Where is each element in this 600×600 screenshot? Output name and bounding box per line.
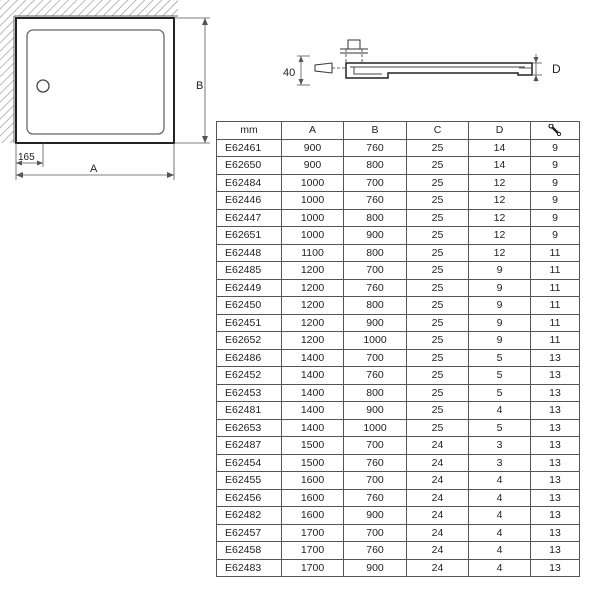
cell-weight: 11 bbox=[531, 262, 580, 280]
table-row bbox=[217, 437, 580, 455]
cell-c: 24 bbox=[407, 454, 469, 472]
cell-a: 900 bbox=[282, 139, 344, 157]
cell-code: E62449 bbox=[217, 279, 282, 297]
table-row bbox=[217, 472, 580, 490]
table-row bbox=[217, 489, 580, 507]
table-row bbox=[217, 244, 580, 262]
cell-a: 1200 bbox=[282, 332, 344, 350]
cell-c: 25 bbox=[407, 402, 469, 420]
cell-c: 24 bbox=[407, 559, 469, 577]
cell-a: 1400 bbox=[282, 367, 344, 385]
cell-code: E62484 bbox=[217, 174, 282, 192]
cell-b: 900 bbox=[344, 402, 407, 420]
cell-weight: 13 bbox=[531, 489, 580, 507]
cell-code: E62446 bbox=[217, 192, 282, 210]
cell-b: 760 bbox=[344, 367, 407, 385]
cell-c: 25 bbox=[407, 262, 469, 280]
cell-code: E62485 bbox=[217, 262, 282, 280]
cell-code: E62653 bbox=[217, 419, 282, 437]
cell-code: E62447 bbox=[217, 209, 282, 227]
table-row bbox=[217, 332, 580, 350]
cell-b: 700 bbox=[344, 472, 407, 490]
cell-a: 1700 bbox=[282, 524, 344, 542]
cell-b: 700 bbox=[344, 524, 407, 542]
cell-a: 1200 bbox=[282, 297, 344, 315]
cell-c: 25 bbox=[407, 349, 469, 367]
cell-d: 9 bbox=[469, 279, 531, 297]
cell-a: 900 bbox=[282, 157, 344, 175]
cell-c: 24 bbox=[407, 542, 469, 560]
table-row bbox=[217, 524, 580, 542]
cell-weight: 13 bbox=[531, 542, 580, 560]
cell-c: 25 bbox=[407, 209, 469, 227]
header-weight bbox=[531, 122, 580, 140]
cell-d: 9 bbox=[469, 332, 531, 350]
cell-code: E62450 bbox=[217, 297, 282, 315]
dimension-d-label: D bbox=[552, 62, 561, 76]
cell-c: 25 bbox=[407, 139, 469, 157]
cell-b: 900 bbox=[344, 227, 407, 245]
cell-d: 12 bbox=[469, 227, 531, 245]
cell-a: 1200 bbox=[282, 262, 344, 280]
cell-a: 1600 bbox=[282, 507, 344, 525]
cell-c: 25 bbox=[407, 174, 469, 192]
wall-top-hatch bbox=[14, 0, 178, 16]
cell-d: 4 bbox=[469, 402, 531, 420]
table-row bbox=[217, 542, 580, 560]
cell-d: 4 bbox=[469, 507, 531, 525]
dimensions-table bbox=[216, 121, 580, 577]
cell-weight: 9 bbox=[531, 157, 580, 175]
header-a: A bbox=[282, 122, 344, 140]
cell-c: 25 bbox=[407, 279, 469, 297]
table-row bbox=[217, 367, 580, 385]
cell-weight: 13 bbox=[531, 472, 580, 490]
table-row bbox=[217, 174, 580, 192]
cell-b: 800 bbox=[344, 157, 407, 175]
cell-b: 760 bbox=[344, 279, 407, 297]
cell-code: E62483 bbox=[217, 559, 282, 577]
cell-code: E62452 bbox=[217, 367, 282, 385]
cell-a: 1500 bbox=[282, 454, 344, 472]
cell-code: E62461 bbox=[217, 139, 282, 157]
wall-left-hatch bbox=[0, 0, 14, 143]
profile-view-diagram bbox=[270, 30, 600, 110]
cell-b: 900 bbox=[344, 507, 407, 525]
table-row bbox=[217, 297, 580, 315]
cell-b: 760 bbox=[344, 192, 407, 210]
cell-b: 900 bbox=[344, 559, 407, 577]
cell-b: 760 bbox=[344, 489, 407, 507]
cell-b: 700 bbox=[344, 349, 407, 367]
cell-a: 1400 bbox=[282, 349, 344, 367]
table-row bbox=[217, 559, 580, 577]
cell-d: 4 bbox=[469, 489, 531, 507]
cell-d: 3 bbox=[469, 454, 531, 472]
cell-weight: 13 bbox=[531, 367, 580, 385]
cell-d: 4 bbox=[469, 524, 531, 542]
header-d: D bbox=[469, 122, 531, 140]
dimension-b-label: B bbox=[196, 80, 204, 92]
cell-d: 12 bbox=[469, 209, 531, 227]
cell-weight: 13 bbox=[531, 507, 580, 525]
cell-d: 4 bbox=[469, 542, 531, 560]
cell-d: 9 bbox=[469, 297, 531, 315]
cell-d: 12 bbox=[469, 244, 531, 262]
cell-c: 25 bbox=[407, 314, 469, 332]
cell-c: 24 bbox=[407, 524, 469, 542]
cell-a: 1400 bbox=[282, 402, 344, 420]
cell-code: E62456 bbox=[217, 489, 282, 507]
cell-weight: 9 bbox=[531, 174, 580, 192]
cell-weight: 13 bbox=[531, 402, 580, 420]
cell-d: 4 bbox=[469, 472, 531, 490]
cell-d: 14 bbox=[469, 139, 531, 157]
cell-code: E62448 bbox=[217, 244, 282, 262]
cell-weight: 9 bbox=[531, 139, 580, 157]
cell-code: E62457 bbox=[217, 524, 282, 542]
cell-a: 1500 bbox=[282, 437, 344, 455]
cell-c: 25 bbox=[407, 297, 469, 315]
cell-d: 12 bbox=[469, 174, 531, 192]
cell-d: 9 bbox=[469, 314, 531, 332]
cell-b: 900 bbox=[344, 314, 407, 332]
cell-code: E62453 bbox=[217, 384, 282, 402]
cell-b: 1000 bbox=[344, 332, 407, 350]
cell-c: 25 bbox=[407, 384, 469, 402]
cell-weight: 13 bbox=[531, 454, 580, 472]
cell-d: 3 bbox=[469, 437, 531, 455]
table-row bbox=[217, 454, 580, 472]
cell-a: 1600 bbox=[282, 489, 344, 507]
cell-b: 760 bbox=[344, 542, 407, 560]
table-header-row bbox=[217, 122, 580, 140]
cell-b: 800 bbox=[344, 244, 407, 262]
table-row bbox=[217, 157, 580, 175]
cell-c: 24 bbox=[407, 489, 469, 507]
table-row bbox=[217, 419, 580, 437]
cell-a: 1200 bbox=[282, 314, 344, 332]
outlet-offset-label: 165 bbox=[18, 152, 35, 163]
cell-b: 700 bbox=[344, 174, 407, 192]
cell-a: 1000 bbox=[282, 192, 344, 210]
cell-b: 700 bbox=[344, 437, 407, 455]
cell-c: 25 bbox=[407, 419, 469, 437]
cell-d: 12 bbox=[469, 192, 531, 210]
cell-a: 1700 bbox=[282, 559, 344, 577]
table-row bbox=[217, 402, 580, 420]
cell-weight: 13 bbox=[531, 437, 580, 455]
cell-c: 25 bbox=[407, 244, 469, 262]
cell-a: 1400 bbox=[282, 419, 344, 437]
cell-b: 700 bbox=[344, 262, 407, 280]
cell-a: 1200 bbox=[282, 279, 344, 297]
cell-weight: 13 bbox=[531, 349, 580, 367]
cell-code: E62454 bbox=[217, 454, 282, 472]
cell-b: 760 bbox=[344, 139, 407, 157]
cell-d: 5 bbox=[469, 367, 531, 385]
cell-c: 25 bbox=[407, 367, 469, 385]
cell-c: 24 bbox=[407, 437, 469, 455]
plan-view-diagram bbox=[0, 0, 220, 185]
cell-b: 760 bbox=[344, 454, 407, 472]
wrench-icon bbox=[548, 124, 562, 136]
dimension-a-label: A bbox=[90, 163, 98, 175]
cell-c: 25 bbox=[407, 332, 469, 350]
cell-weight: 11 bbox=[531, 297, 580, 315]
drain-icon bbox=[37, 80, 49, 92]
table-row bbox=[217, 384, 580, 402]
cell-b: 800 bbox=[344, 384, 407, 402]
table-row bbox=[217, 314, 580, 332]
cell-weight: 9 bbox=[531, 227, 580, 245]
cell-code: E62481 bbox=[217, 402, 282, 420]
cell-b: 800 bbox=[344, 209, 407, 227]
cell-c: 25 bbox=[407, 227, 469, 245]
cell-b: 1000 bbox=[344, 419, 407, 437]
cell-a: 1400 bbox=[282, 384, 344, 402]
cell-weight: 11 bbox=[531, 279, 580, 297]
table-row bbox=[217, 262, 580, 280]
table-row bbox=[217, 507, 580, 525]
cell-c: 24 bbox=[407, 472, 469, 490]
cell-a: 1000 bbox=[282, 209, 344, 227]
cell-weight: 13 bbox=[531, 559, 580, 577]
table-row bbox=[217, 349, 580, 367]
cell-c: 25 bbox=[407, 192, 469, 210]
cell-d: 9 bbox=[469, 262, 531, 280]
cell-weight: 13 bbox=[531, 384, 580, 402]
cell-weight: 11 bbox=[531, 314, 580, 332]
cell-a: 1000 bbox=[282, 174, 344, 192]
table-row bbox=[217, 139, 580, 157]
header-c: C bbox=[407, 122, 469, 140]
cell-code: E62652 bbox=[217, 332, 282, 350]
tray-cross-section bbox=[346, 63, 532, 78]
cell-code: E62455 bbox=[217, 472, 282, 490]
cell-code: E62651 bbox=[217, 227, 282, 245]
cell-a: 1600 bbox=[282, 472, 344, 490]
cell-c: 25 bbox=[407, 157, 469, 175]
cell-weight: 9 bbox=[531, 192, 580, 210]
cell-a: 1700 bbox=[282, 542, 344, 560]
cell-b: 800 bbox=[344, 297, 407, 315]
table-row bbox=[217, 209, 580, 227]
cell-weight: 11 bbox=[531, 332, 580, 350]
cell-c: 24 bbox=[407, 507, 469, 525]
cell-code: E62451 bbox=[217, 314, 282, 332]
cell-d: 14 bbox=[469, 157, 531, 175]
cell-d: 5 bbox=[469, 384, 531, 402]
cell-weight: 9 bbox=[531, 209, 580, 227]
cell-a: 1100 bbox=[282, 244, 344, 262]
cell-weight: 13 bbox=[531, 524, 580, 542]
cell-weight: 13 bbox=[531, 419, 580, 437]
cell-weight: 11 bbox=[531, 244, 580, 262]
cell-code: E62650 bbox=[217, 157, 282, 175]
cell-a: 1000 bbox=[282, 227, 344, 245]
table-row bbox=[217, 192, 580, 210]
header-unit: mm bbox=[217, 122, 282, 140]
header-b: B bbox=[344, 122, 407, 140]
table-body bbox=[217, 139, 580, 577]
height-dimension-label: 40 bbox=[283, 67, 296, 79]
cell-d: 4 bbox=[469, 559, 531, 577]
cell-code: E62487 bbox=[217, 437, 282, 455]
cell-d: 5 bbox=[469, 419, 531, 437]
cell-code: E62458 bbox=[217, 542, 282, 560]
table-row bbox=[217, 279, 580, 297]
cell-d: 5 bbox=[469, 349, 531, 367]
cell-code: E62482 bbox=[217, 507, 282, 525]
table-row bbox=[217, 227, 580, 245]
cell-code: E62486 bbox=[217, 349, 282, 367]
